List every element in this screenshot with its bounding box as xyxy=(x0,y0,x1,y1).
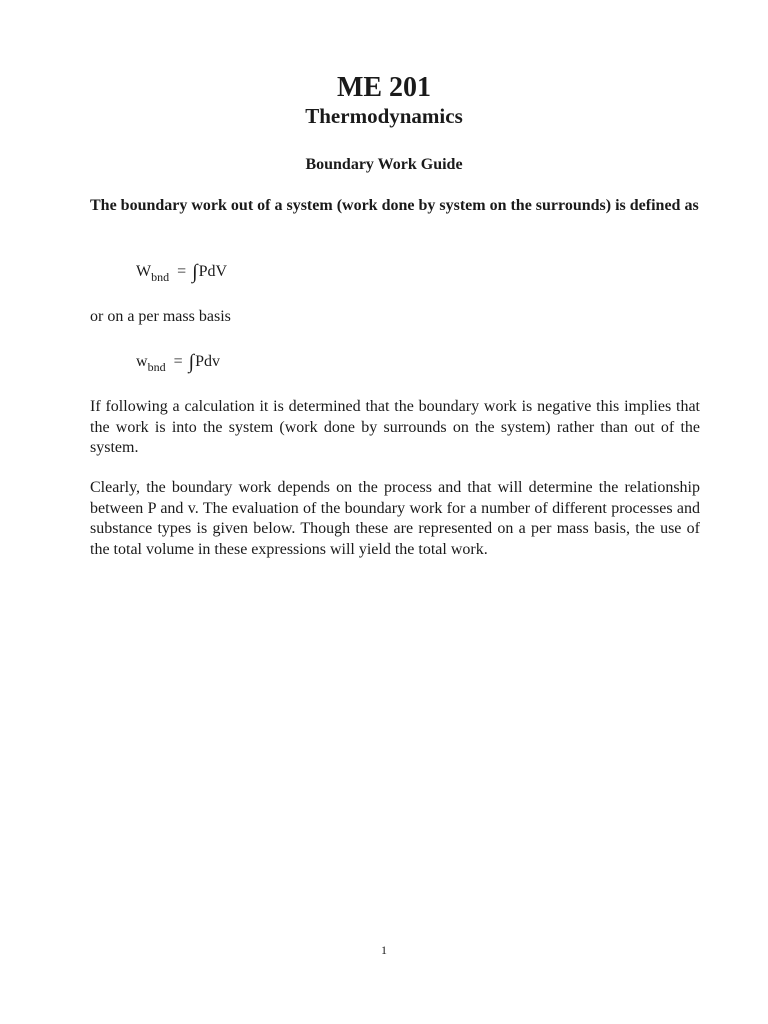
equation-rhs: PdV xyxy=(198,263,228,280)
equation-lhs: w xyxy=(136,353,148,370)
equation-equals: = xyxy=(173,353,183,370)
per-mass-paragraph: or on a per mass basis xyxy=(90,308,231,325)
equation-rhs: Pdv xyxy=(195,353,220,370)
intro-paragraph: The boundary work out of a system (work done by system on the surrounds) is defined as xyxy=(90,197,699,214)
guide-title: Boundary Work Guide xyxy=(305,156,463,173)
boundary-work-equation xyxy=(136,260,227,282)
equation-subscript: bnd xyxy=(147,360,166,374)
course-code: ME 201 xyxy=(336,72,432,103)
integral-symbol: ∫ xyxy=(192,261,198,283)
equation-subscript: bnd xyxy=(151,270,170,284)
page-number: 1 xyxy=(381,943,387,957)
equation-equals: = xyxy=(177,263,187,280)
negative-work-paragraph: If following a calculation it is determined that the boundary work is negative this implies that the work is into the system (work done by surrounds on the system) rather than out of the system. xyxy=(90,398,700,456)
per-mass-work-equation xyxy=(136,350,220,372)
process-paragraph: Clearly, the boundary work depends on the process and that will determine the relationship between P and v. The evaluation of the boundary work for a number of different processes and substance types is given below. Though these are represented on a per mass basis, the use of the total volume in these expressions will yield the total work. xyxy=(90,479,700,558)
equation-lhs: W xyxy=(136,263,152,280)
integral-symbol: ∫ xyxy=(188,351,195,373)
course-name: Thermodynamics xyxy=(305,104,463,128)
